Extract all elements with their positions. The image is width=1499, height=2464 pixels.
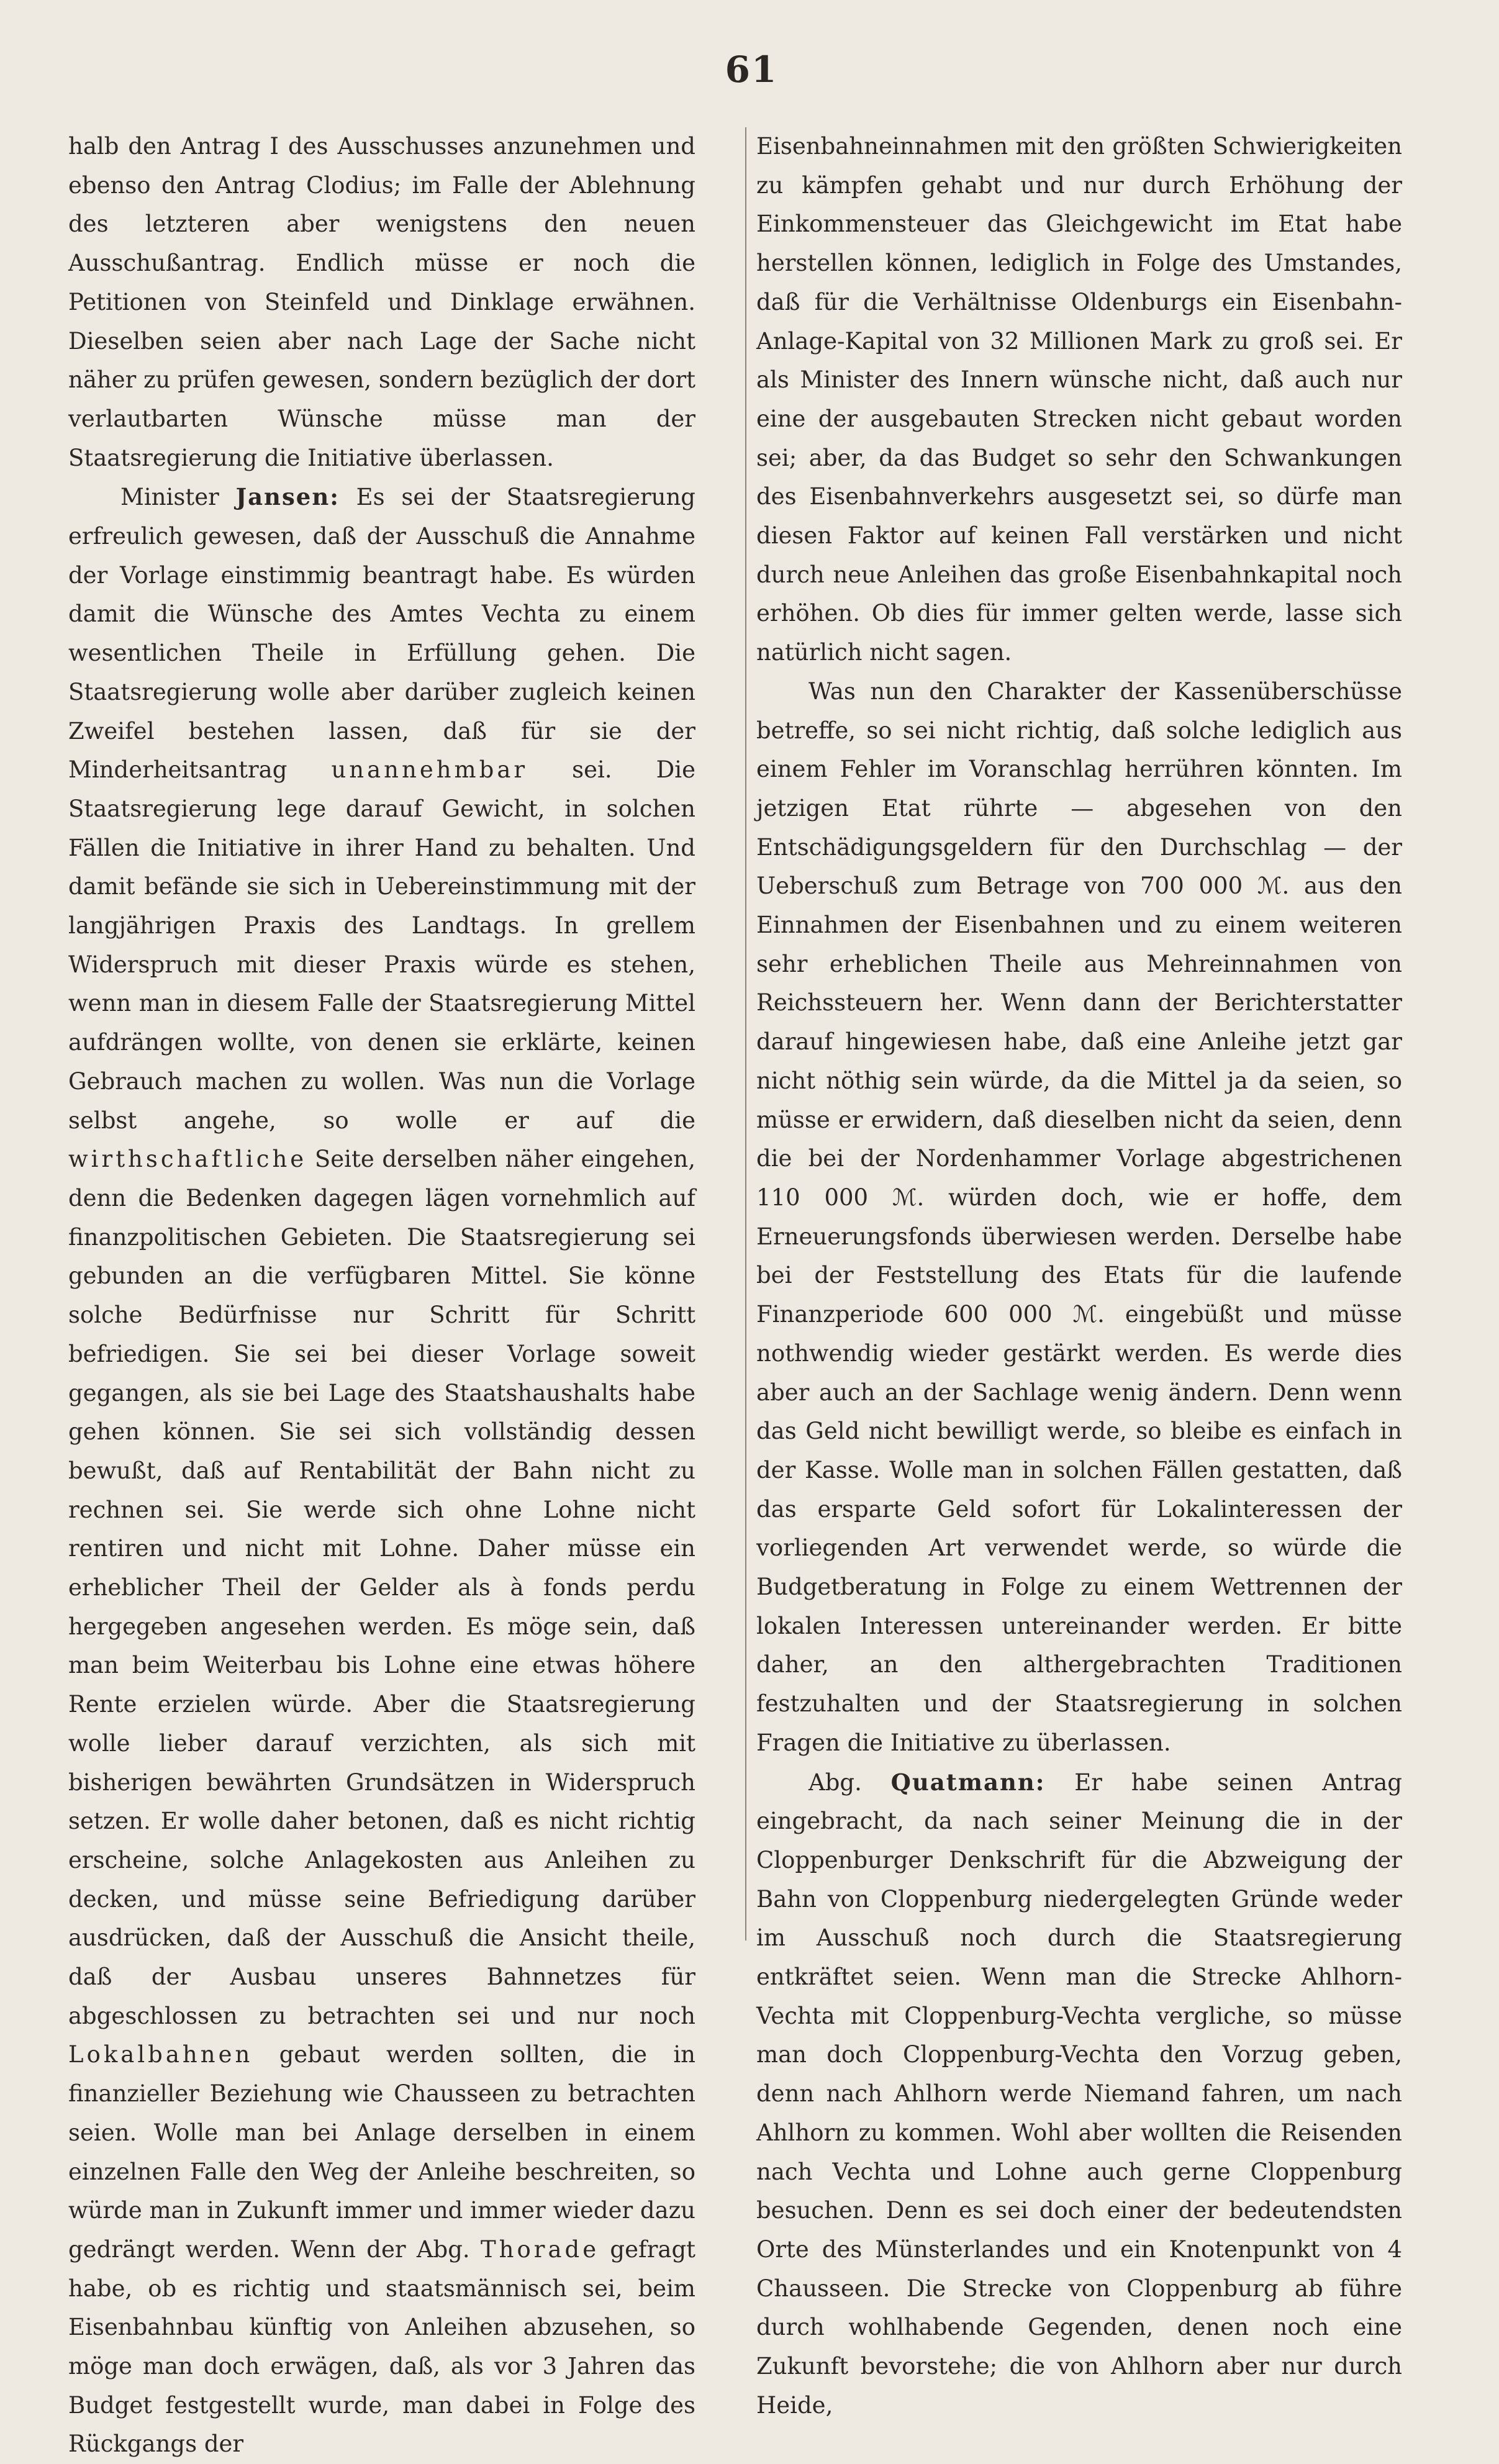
text-run: Es sei der Staatsregierung erfreulich gewesen, daß der Ausschuß die Annahme der Vorlage einstimmig beantragt habe. Es würden damit die Wünsche des Amtes Vechta zu einem wesentlichen Theile in Erfüllung gehen. Die Staatsregierung wolle aber darüber zugleich keinen Zweifel bestehen lassen, daß für sie der Minderheitsantrag (68, 484, 695, 784)
text-run: gebaut werden sollten, die in finanzieller Beziehung wie Chausseen zu betrachten seien. Wolle man bei Anlage derselben in einem einzelnen Falle den Weg der Anleihe beschreiten, so würde man in Zukunft immer und immer wieder dazu gedrängt werden. Wenn der Abg. (68, 2041, 695, 2263)
text-run: Seite derselben näher eingehen, denn die Bedenken dagegen lägen vornehmlich auf finanzpolitischen Gebieten. Die Staatsregierung sei gebunden an die verfügbaren Mittel. Sie könne solche Bedürfnisse nur Schritt für Schritt befriedigen. Sie sei bei dieser Vorlage soweit gegangen, als sie bei Lage des Staatshaushalts habe gehen können. Sie sei sich vollständig dessen bewußt, daß auf Rentabilität der Bahn nicht zu rechnen sei. Sie werde sich ohne Lohne nicht rentiren und nicht mit Lohne. Daher müsse ein erheblicher Theil der Gelder als à fonds perdu hergegeben angesehen werden. Es möge sein, daß man beim Weiterbau bis Lohne eine etwas höhere Rente erzielen würde. Aber die Staatsregierung wolle lieber darauf verzichten, als sich mit bisherigen bewährten Grundsätzen in Widerspruch setzen. Er wolle daher betonen, daß es nicht richtig erscheine, solche Anlagekosten aus Anleihen zu decken, und müsse seine Befriedigung darüber ausdrücken, daß der Ausschuß die Ansicht theile, daß der Ausbau unseres Bahnnetzes für abgeschlossen zu betrachten sei und nur noch (68, 1146, 695, 2029)
emphasized-name: Thorade (481, 2235, 600, 2263)
text-run: gefragt habe, ob es richtig und staatsmännisch sei, beim Eisenbahnbau künftig von Anleihen abzusehen, so möge man doch erwägen, daß, als vor 3 Jahren das Budget festgestellt wurde, man dabei in Folge des Rückgangs der (68, 2235, 695, 2458)
page-number: 61 (725, 48, 778, 91)
emphasized-word: unannehmbar (331, 756, 528, 784)
speaker-title: Minister (120, 484, 219, 511)
speaker-name: Quatmann: (890, 1768, 1046, 1796)
column-divider (745, 127, 746, 1941)
emphasized-word: Lokalbahnen (68, 2041, 253, 2068)
speaker-name: Jansen: (235, 483, 340, 511)
emphasized-word: wirthschaftliche (68, 1146, 307, 1173)
paragraph: Was nun den Charakter der Kassenüberschüsse betreffe, so sei nicht richtig, daß solche lediglich aus einem Fehler im Voranschlag herrühren könnten. Im jetzigen Etat rührte — abgesehen von den Entschädigungsgeldern für den Durchschlag — der Ueberschuß zum Betrage von 700 000 ℳ. aus den Einnahmen der Eisenbahnen und zu einem weiteren sehr erheblichen Theile aus Mehreinnahmen von Reichssteuern her. Wenn dann der Berichterstatter darauf hingewiesen habe, daß eine Anleihe jetzt gar nicht nöthig sein würde, da die Mittel ja da seien, so müsse er erwidern, daß dieselben nicht da seien, denn die bei der Nordenhammer Vorlage abgestrichenen 110 000 ℳ. würden doch, wie er hoffe, dem Erneuerungsfonds überwiesen werden. Derselbe habe bei der Feststellung des Etats für die laufende Finanzperiode 600 000 ℳ. eingebüßt und müsse nothwendig wieder gestärkt werden. Es werde dies aber auch an der Sachlage wenig ändern. Denn wenn das Geld nicht bewilligt werde, so bleibe es einfach in der Kasse. Wolle man in solchen Fällen gestatten, daß das ersparte Geld sofort für Lokalinteressen der vorliegenden Art verwendet werde, so würde die Budgetberatung in Folge zu einem Wettrennen der lokalen Interessen untereinander werden. Er bitte daher, an den althergebrachten Traditionen festzuhalten und der Staatsregierung in solchen Fragen die Initiative zu überlassen. (756, 677, 1402, 1756)
paragraph: Eisenbahneinnahmen mit den größten Schwierigkeiten zu kämpfen gehabt und nur durch Erhöhung der Einkommensteuer das Gleichgewicht im Etat habe herstellen können, lediglich in Folge des Umstandes, daß für die Verhältnisse Oldenburgs ein Eisenbahn-Anlage-Kapital von 32 Millionen Mark zu groß sei. Er als Minister des Innern wünsche nicht, daß auch nur eine der ausgebauten Strecken nicht gebaut worden sei; aber, da das Budget so sehr den Schwankungen des Eisenbahnverkehrs ausgesetzt sei, so dürfe man diesen Faktor auf keinen Fall verstärken und nicht durch neue Anleihen das große Eisenbahnkapital noch erhöhen. Ob dies für immer gelten werde, lasse sich natürlich nicht sagen. (756, 133, 1402, 666)
right-column (756, 127, 1402, 2425)
paragraph (68, 478, 695, 2464)
text-run: Er habe seinen Antrag eingebracht, da nach seiner Meinung die in der Cloppenburger Denkschrift für die Abzweigung der Bahn von Cloppenburg niedergelegten Gründe weder im Ausschuß noch durch die Staatsregierung entkräftet seien. Wenn man die Strecke Ahlhorn-Vechta mit Cloppenburg-Vechta vergliche, so müsse man doch Cloppenburg-Vechta den Vorzug geben, denn nach Ahlhorn werde Niemand fahren, um nach Ahlhorn zu kommen. Wohl aber wollten die Reisenden nach Vechta und Lohne auch gerne Cloppenburg besuchen. Denn es sei doch einer der bedeutendsten Orte des Münsterlandes und ein Knotenpunkt von 4 Chausseen. Die Strecke von Cloppenburg ab führe durch wohlhabende Gegenden, denen noch eine Zukunft bevorstehe; die von Ahlhorn aber nur durch Heide, (756, 1769, 1402, 2419)
paragraph (756, 1763, 1402, 2426)
left-column (68, 127, 695, 2464)
text-run: sei. Die Staatsregierung lege darauf Gewicht, in solchen Fällen die Initiative in ihrer Hand zu behalten. Und damit befände sie sich in Uebereinstimmung mit der langjährigen Praxis des Landtags. In grellem Widerspruch mit dieser Praxis würde es stehen, wenn man in diesem Falle der Staatsregierung Mittel aufdrängen wollte, von denen sie erklärte, keinen Gebrauch machen zu wollen. Was nun die Vorlage selbst angehe, so wolle er auf die (68, 756, 696, 1134)
speaker-title: Abg. (808, 1769, 862, 1796)
paragraph: halb den Antrag I des Ausschusses anzunehmen und ebenso den Antrag Clodius; im Falle der Ablehnung des letzteren aber wenigstens den neuen Ausschußantrag. Endlich müsse er noch die Petitionen von Steinfeld und Dinklage erwähnen. Dieselben seien aber nach Lage der Sache nicht näher zu prüfen gewesen, sondern bezüglich der dort verlautbarten Wünsche müsse man der Staatsregierung die Initiative überlassen. (68, 133, 695, 471)
